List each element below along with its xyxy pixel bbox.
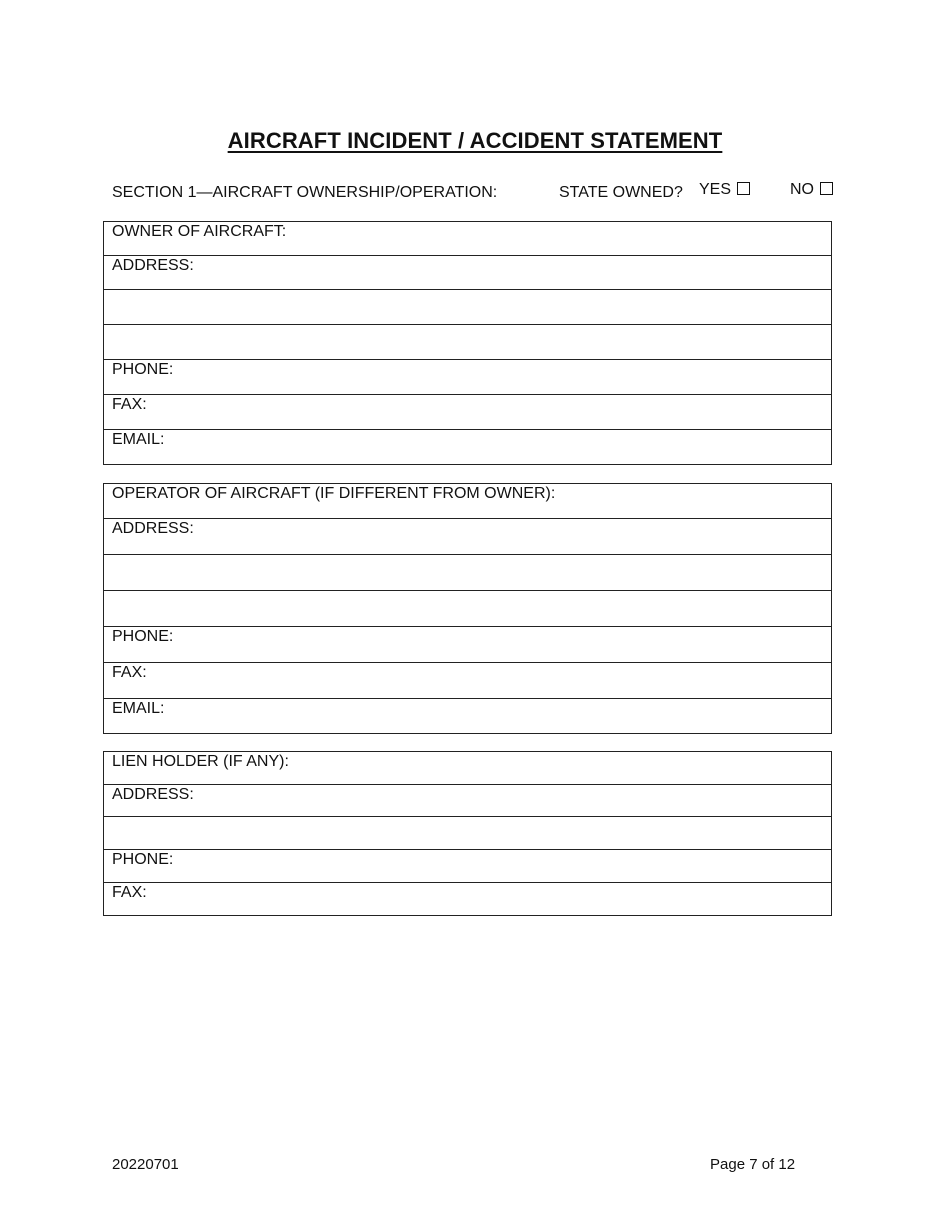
owner-phone-field[interactable] bbox=[104, 360, 831, 395]
yes-checkbox[interactable] bbox=[737, 182, 750, 195]
operator-phone-field[interactable] bbox=[104, 627, 831, 663]
operator-email-field[interactable] bbox=[104, 699, 831, 733]
operator-address-line-2[interactable] bbox=[104, 555, 831, 591]
form-code: 20220701 bbox=[112, 1156, 179, 1173]
operator-email-label: EMAIL: bbox=[112, 700, 165, 717]
no-checkbox[interactable] bbox=[820, 182, 833, 195]
section-1-header: SECTION 1—AIRCRAFT OWNERSHIP/OPERATION: bbox=[112, 184, 498, 201]
state-owned-yes[interactable] bbox=[699, 181, 750, 199]
owner-name-field[interactable] bbox=[104, 222, 831, 256]
form-title: AIRCRAFT INCIDENT / ACCIDENT STATEMENT bbox=[227, 128, 723, 153]
operator-fax-field[interactable] bbox=[104, 663, 831, 699]
page-number: Page 7 of 12 bbox=[710, 1156, 796, 1173]
lien-holder-name-field[interactable] bbox=[104, 752, 831, 785]
operator-address-field[interactable] bbox=[104, 519, 831, 555]
lien-phone-label: PHONE: bbox=[112, 851, 174, 868]
owner-fax-label: FAX: bbox=[112, 396, 147, 413]
lien-holder-block bbox=[103, 751, 832, 916]
operator-address-line-3[interactable] bbox=[104, 591, 831, 627]
operator-name-field[interactable] bbox=[104, 484, 831, 519]
operator-block bbox=[103, 483, 832, 734]
lien-address-field[interactable] bbox=[104, 785, 831, 817]
lien-fax-field[interactable] bbox=[104, 883, 831, 915]
owner-email-field[interactable] bbox=[104, 430, 831, 464]
lien-phone-field[interactable] bbox=[104, 850, 831, 883]
state-owned-no[interactable] bbox=[790, 181, 833, 199]
lien-holder-label: LIEN HOLDER (IF ANY): bbox=[112, 753, 289, 770]
operator-fax-label: FAX: bbox=[112, 664, 147, 681]
operator-phone-label: PHONE: bbox=[112, 628, 174, 645]
no-label: NO bbox=[790, 181, 814, 198]
owner-fax-field[interactable] bbox=[104, 395, 831, 430]
owner-address-field[interactable] bbox=[104, 256, 831, 290]
operator-address-label: ADDRESS: bbox=[112, 520, 194, 537]
owner-address-line-2[interactable] bbox=[104, 290, 831, 325]
yes-label: YES bbox=[699, 181, 732, 198]
owner-phone-label: PHONE: bbox=[112, 361, 174, 378]
lien-fax-label: FAX: bbox=[112, 884, 147, 901]
owner-email-label: EMAIL: bbox=[112, 431, 165, 448]
owner-address-line-3[interactable] bbox=[104, 325, 831, 360]
owner-name-label: OWNER OF AIRCRAFT: bbox=[112, 223, 287, 240]
operator-name-label: OPERATOR OF AIRCRAFT (IF DIFFERENT FROM OWNER): bbox=[112, 485, 556, 502]
state-owned-label: STATE OWNED? bbox=[559, 184, 683, 201]
lien-address-line-2[interactable] bbox=[104, 817, 831, 850]
owner-address-label: ADDRESS: bbox=[112, 257, 194, 274]
owner-block bbox=[103, 221, 832, 465]
lien-address-label: ADDRESS: bbox=[112, 786, 194, 803]
